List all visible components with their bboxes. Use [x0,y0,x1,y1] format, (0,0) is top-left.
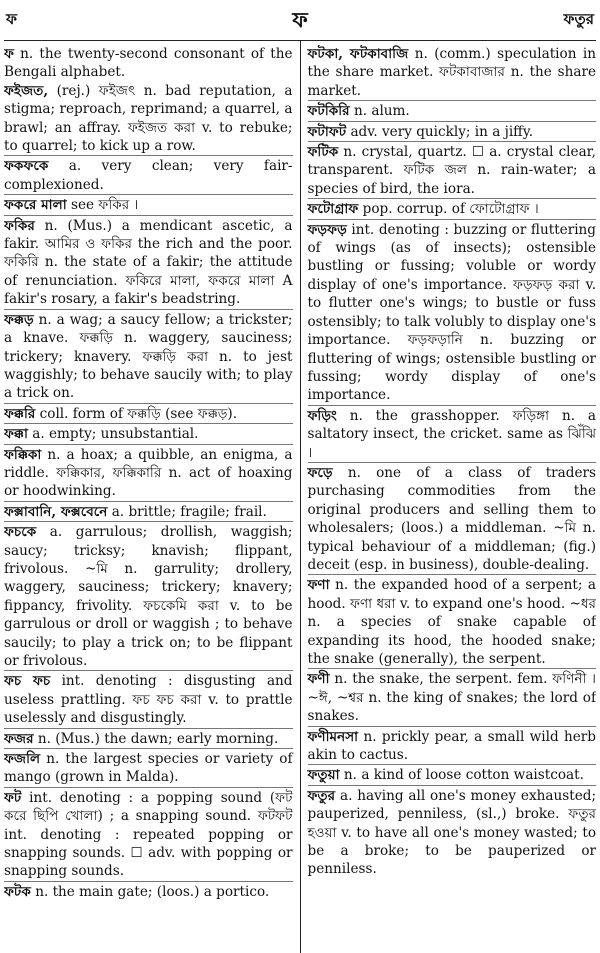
dictionary-entry [4,748,293,787]
entry-definition: n. the expanded hood of a serpent; a hood. ফণা ধরা v. to expand one's hood. ~ধর n. a species of snake capable of expanding its hood, the hooded snake; the snake (generally), the serpent. [307,577,597,667]
entry-definition: a. garrulous; drollish, waggish; saucy; tricksy; knavish; flippant, frivolous. ~মি n. garrulity; drollery, waggery, sauciness; trickery; knavery; fippancy, frivolity. ফচকেমি করা v. to be garrulous or droll or waggish ; to behave saucily; to play a trick on; to be flippant or frivolous. [4,524,293,669]
entry-definition: a. brittle; fragile; frail. [111,503,267,520]
entry-headword: ফকির [4,217,35,234]
entry-definition: n. the snake, the serpent. fem. ফণিনী । ~ঈ, ~শ্বর n. the king of snakes; the lord of snakes. [307,671,597,725]
entry-definition: n. the grasshopper. ফড়িঙ্গা n. a saltatory insect, the cricket. same as ঝিঁঝি । [307,407,597,461]
entry-definition: n. (comm.) speculation in the share market. ফটকাবাজার n. the share market. [307,46,597,99]
entry-headword: ফক্কা [4,426,28,443]
entry-headword: ফ [4,46,14,62]
dictionary-entry [4,155,293,194]
entry-headword: ফণীমনসা [307,728,359,745]
dictionary-entry [308,574,597,668]
entry-headword: ফজর [4,730,34,747]
left-column [4,45,300,953]
entry-headword: ফটকিরি [307,103,350,120]
dictionary-entry [4,403,293,423]
dictionary-entry [308,668,597,725]
dictionary-entry [308,198,597,218]
entry-headword: ফড়ে [307,464,333,481]
dictionary-entry [308,462,597,574]
dictionary-entry [4,501,293,521]
entry-headword: ফটকা, ফটকাবাজি [307,46,409,62]
dictionary-entry [308,785,597,879]
dictionary-entry [4,423,293,443]
entry-definition: int. denoting : a popping sound (ফট করে ছিপি খোলা) ; a snapping sound. ফটফট int. denoting : repeated popping or snapping sounds. ☐ adv. with popping or snapping sounds. [4,789,293,880]
dictionary-entry [4,728,293,748]
dictionary-entry [4,787,293,881]
entry-definition: n. one of a class of traders purchasing commodities from the original producers and selling them to wholesalers; (loos.) a middleman. ~মি n. typical behaviour of a middleman; (fig.) deceit (esp. in business), double-dealing. [307,464,597,573]
entry-definition: a. having all one's money exhausted; pauperized, penniless, (sl.,) broke. ফতুর হওয়া v. to have all one's money wasted; to be a broke; to be pauperized or penniless. [307,787,597,878]
entry-headword: ফচকে [4,524,37,541]
dictionary-entry [4,82,293,156]
entry-definition: n. (Mus.) a mendicant ascetic, a fakir. আমির ও ফকির the rich and the poor. ফকিরি n. the state of a fakir; the attitude of renunciation. ফকিরে মালা, ফকরে মালা A fakir's rosary, a fakir's beadstring. [4,217,293,308]
dictionary-entry [4,521,293,670]
entry-definition: n. (Mus.) the dawn; early morning. [37,730,279,747]
page-header [4,0,596,41]
entry-definition: n. a hoax; a quibble, an enigma, a riddle. ফক্কিকার, ফক্কিকারি n. act of hoaxing or hoodwinking. [4,446,293,500]
entry-headword: ফক্করি [4,405,36,422]
entry-definition: int. denoting : disgusting and useless prattling. ফচ ফচ করা v. to prattle uselessly and disgustingly. [4,673,293,727]
dictionary-entry [308,764,597,784]
entry-headword: ফক্সাবানি, ফক্সবেনে [4,503,108,520]
entry-definition: pop. corrup. of ফোটোগ্রাফ । [362,201,539,218]
dictionary-entry [4,45,293,82]
entry-headword: ফচ ফচ [4,673,51,690]
dictionary-entry [4,194,293,214]
entry-definition: int. denoting : buzzing or fluttering of wings (as of insects); ostensible bustling or fussing; voluble or wordy display of one's importance. ফড়ফড় করা v. to flutter one's wings; to bustle or fuss ostensibly; to talk volubly to display one's importance. ফড়ফড়ানি n. buzzing or fluttering of wings; ostensible bustling or fussing; wordy display of one's importance. [307,221,597,404]
dictionary-columns [0,41,600,953]
entry-headword: ফড়ফড় [307,221,347,238]
entry-definition: n. crystal, quartz. ☐ a. crystal clear, transparent. ফটিক জল n. rain-water; a species of bird, the iora. [307,144,597,197]
entry-definition: coll. form of ফক্কড়ি (see ফক্কড়). [39,405,238,422]
dictionary-entry [308,121,597,141]
entry-headword: ফজলি [4,751,41,768]
entry-definition: n. the largest species or variety of mango (grown in Malda). [4,751,293,786]
entry-definition: see ফকির । [71,197,139,214]
dictionary-entry [308,219,597,405]
entry-headword: ফণী [307,671,330,688]
entry-headword: ফক্কিকা [4,446,42,463]
entry-headword: ফটক [4,883,31,900]
entry-definition: adv. very quickly; in a jiffy. [350,123,534,140]
dictionary-entry [308,726,597,765]
dictionary-entry [4,309,293,403]
entry-headword: ফকফকে [4,158,49,175]
dictionary-entry [308,100,597,120]
dictionary-entry [4,881,293,901]
entry-headword: ফতুয়া [307,767,340,784]
entry-definition: a. empty; unsubstantial. [32,426,199,443]
entry-headword: ফতুর [307,787,336,804]
dictionary-entry [308,141,597,198]
dictionary-entry [4,215,293,309]
entry-definition: (rej.) ফইজৎ n. bad reputation, a stigma; reproach, reprimand; a quarrel, a brawl; an affray. ফইজত করা v. to rebuke; to quarrel; to kick up a row. [4,82,293,155]
entry-definition: n. alum. [353,103,410,120]
entry-headword: ফটাফট [307,123,347,140]
entry-definition: n. the twenty-second consonant of the Bengali alphabet. [4,46,293,81]
entry-headword: ফকরে মালা [4,197,67,214]
entry-headword: ফইজত, [4,82,49,99]
dictionary-entry [308,45,597,100]
entry-headword: ফট [4,789,22,806]
entry-headword: ফণা [307,577,330,594]
header-right-guide-word: ফতুর [563,10,594,28]
entry-headword: ফড়িং [307,407,337,424]
entry-headword: ফক্কড় [4,311,34,328]
entry-definition: n. a wag; a saucy fellow; a trickster; a knave. ফক্কড়ি n. waggery, sauciness; trickery; knavery. ফক্কড়ি করা n. to jest waggishly; to behave saucily with; to play a trick on. [4,311,293,402]
entry-headword: ফটিক [307,144,339,161]
dictionary-entry [4,670,293,727]
dictionary-entry [308,405,597,462]
dictionary-entry [4,444,293,501]
entry-definition: a. very clean; very fair-complexioned. [4,158,293,193]
entry-definition: n. a kind of loose cotton waistcoat. [343,767,584,784]
entry-headword: ফটোগ্রাফ [307,201,359,218]
header-left-guide-letter: ফ [6,10,17,28]
header-center-letter: ফ [292,7,308,32]
entry-definition: n. prickly pear, a small wild herb akin to cactus. [307,728,596,764]
entry-definition: n. the main gate; (loos.) a portico. [35,883,270,900]
right-column [301,45,597,953]
